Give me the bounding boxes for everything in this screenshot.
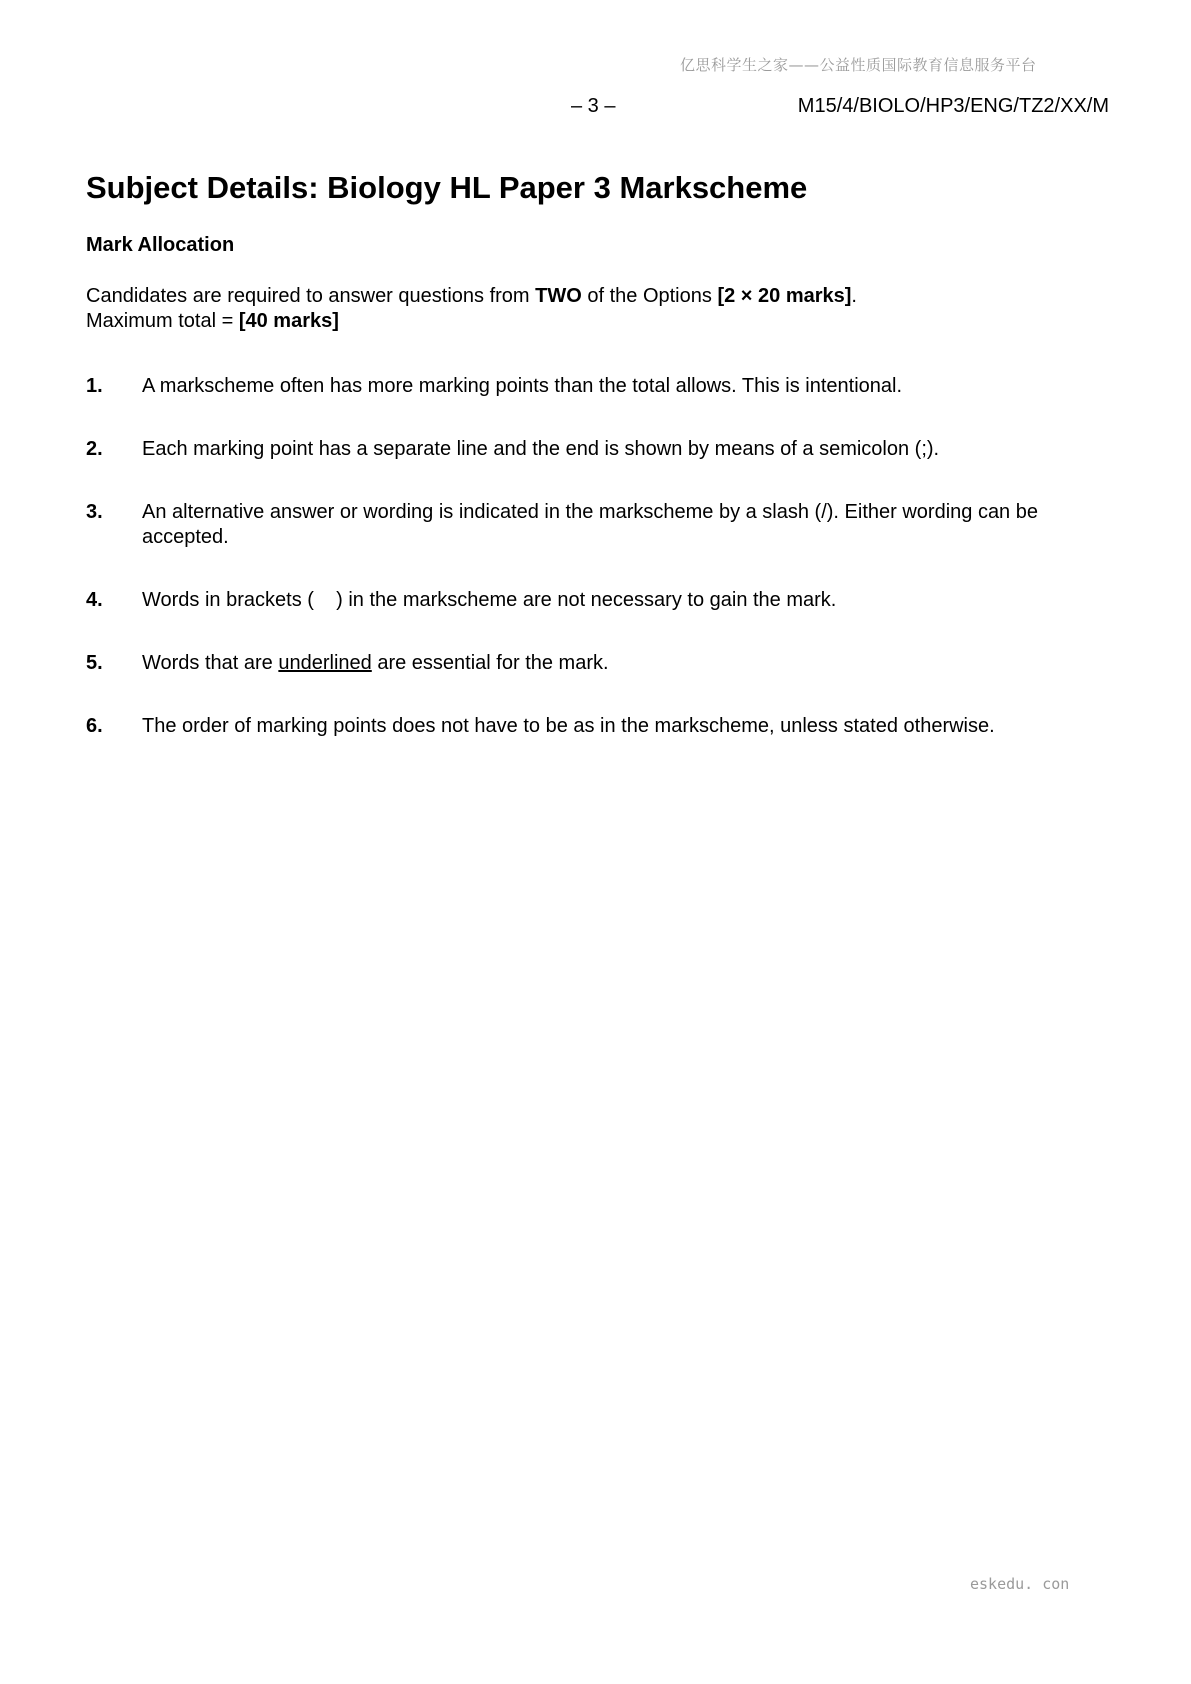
intro-text: Maximum total = xyxy=(86,310,239,332)
list-item xyxy=(86,500,1110,550)
footer-watermark: eskedu. con xyxy=(970,1575,1070,1593)
list-item xyxy=(86,651,1110,676)
intro-text: . xyxy=(851,285,857,307)
item-text: An alternative answer or wording is indicated in the markscheme by a slash (/). Either wording can be accepted. xyxy=(142,501,1038,548)
page-title: Subject Details: Biology HL Paper 3 Markscheme xyxy=(86,170,808,205)
list-item xyxy=(86,588,1110,613)
intro-bold-total: [40 marks] xyxy=(238,310,339,332)
item-number: 6. xyxy=(86,715,103,737)
item-text: Words in brackets ( ) in the markscheme are not necessary to gain the mark. xyxy=(142,589,837,611)
item-text-part: Words that are xyxy=(142,652,279,674)
underlined-word: underlined xyxy=(278,652,372,674)
document-code: M15/4/BIOLO/HP3/ENG/TZ2/XX/M xyxy=(797,95,1109,117)
item-text: A markscheme often has more marking points than the total allows. This is intentional. xyxy=(142,375,903,397)
intro-line-2 xyxy=(86,309,857,334)
list-item xyxy=(86,437,1110,462)
item-number: 5. xyxy=(86,652,103,674)
intro-paragraph xyxy=(86,284,857,334)
item-number: 1. xyxy=(86,375,103,397)
section-heading: Mark Allocation xyxy=(86,234,235,256)
intro-bold-two: TWO xyxy=(535,285,582,307)
intro-text: Candidates are required to answer questions from xyxy=(86,285,536,307)
item-number: 4. xyxy=(86,589,103,611)
list-item xyxy=(86,374,1110,399)
item-text: Each marking point has a separate line and the end is shown by means of a semicolon (;). xyxy=(142,438,940,460)
item-number: 2. xyxy=(86,438,103,460)
marking-rules-list xyxy=(86,374,1110,777)
intro-line-1 xyxy=(86,284,857,309)
item-text-part: are essential for the mark. xyxy=(371,652,609,674)
item-text xyxy=(142,651,1110,676)
list-item xyxy=(86,714,1110,739)
page-number: – 3 – xyxy=(571,95,616,117)
header-watermark: 亿思科学生之家——公益性质国际教育信息服务平台 xyxy=(680,56,1037,74)
intro-bold-marks: [2 × 20 marks] xyxy=(717,285,852,307)
item-number: 3. xyxy=(86,501,103,523)
intro-text: of the Options xyxy=(581,285,718,307)
item-text: The order of marking points does not have to be as in the markscheme, unless stated otherwise. xyxy=(142,715,995,737)
